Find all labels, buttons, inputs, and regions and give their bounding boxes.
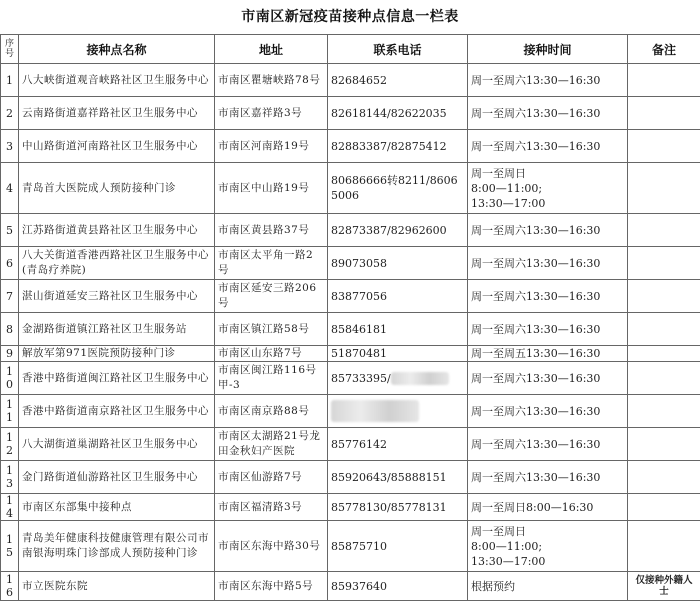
site-phone: 82618144/82622035 (328, 97, 468, 130)
site-note: 仅接种外籍人士 (628, 572, 700, 601)
table-row (1, 313, 700, 346)
site-hours: 周一至周六13:30—16:30 (468, 428, 628, 461)
header-time: 接种时间 (468, 35, 628, 64)
site-phone: 80686666转8211/86065006 (328, 163, 468, 214)
site-hours: 周一至周日8:00—16:30 (468, 494, 628, 521)
site-hours: 周一至周六13:30—16:30 (468, 313, 628, 346)
site-address: 市南区仙游路7号 (215, 461, 328, 494)
site-name: 香港中路街道南京路社区卫生服务中心 (19, 395, 215, 428)
site-phone: 85846181 (328, 313, 468, 346)
site-hours: 周一至周日 8:00—11:00; 13:30—17:00 (468, 521, 628, 572)
row-number: 5 (1, 214, 19, 247)
site-hours: 周一至周六13:30—16:30 (468, 97, 628, 130)
site-address: 市南区黄县路37号 (215, 214, 328, 247)
site-hours: 周一至周六13:30—16:30 (468, 395, 628, 428)
table-row (1, 494, 700, 521)
table-row (1, 346, 700, 362)
header-address: 地址 (215, 35, 328, 64)
site-phone: 85937640 (328, 572, 468, 601)
site-hours: 周一至周六13:30—16:30 (468, 461, 628, 494)
table-row (1, 163, 700, 214)
site-hours: 周一至周六13:30—16:30 (468, 362, 628, 395)
site-hours: 周一至周六13:30—16:30 (468, 64, 628, 97)
header-no: 序号 (1, 35, 19, 64)
site-name: 八大湖街道巢湖路社区卫生服务中心 (19, 428, 215, 461)
site-note (628, 395, 700, 428)
site-note (628, 362, 700, 395)
site-address: 市南区河南路19号 (215, 130, 328, 163)
site-hours: 周一至周六13:30—16:30 (468, 214, 628, 247)
site-name: 市南区东部集中接种点 (19, 494, 215, 521)
table-row (1, 395, 700, 428)
site-name: 金门路街道仙游路社区卫生服务中心 (19, 461, 215, 494)
site-note (628, 428, 700, 461)
header-name: 接种点名称 (19, 35, 215, 64)
row-number: 8 (1, 313, 19, 346)
table-row (1, 97, 700, 130)
site-name: 青岛美年健康科技健康管理有限公司市南银海明珠门诊部成人预防接种门诊 (19, 521, 215, 572)
site-address: 市南区瞿塘峡路78号 (215, 64, 328, 97)
site-note (628, 461, 700, 494)
row-number: 13 (1, 461, 19, 494)
row-number: 1 (1, 64, 19, 97)
row-number: 16 (1, 572, 19, 601)
table-row (1, 280, 700, 313)
site-name: 市立医院东院 (19, 572, 215, 601)
table-row (1, 572, 700, 601)
site-phone (328, 395, 468, 428)
site-address: 市南区福清路3号 (215, 494, 328, 521)
site-hours: 周一至周五13:30—16:30 (468, 346, 628, 362)
site-note (628, 346, 700, 362)
row-number: 6 (1, 247, 19, 280)
site-name: 江苏路街道黄县路社区卫生服务中心 (19, 214, 215, 247)
row-number: 14 (1, 494, 19, 521)
site-address: 市南区东海中路30号 (215, 521, 328, 572)
site-note (628, 130, 700, 163)
site-name: 金湖路街道镇江路社区卫生服务站 (19, 313, 215, 346)
table-row (1, 362, 700, 395)
site-address: 市南区闽江路116号甲-3 (215, 362, 328, 395)
row-number: 10 (1, 362, 19, 395)
site-phone: 51870481 (328, 346, 468, 362)
site-address: 市南区延安三路206号 (215, 280, 328, 313)
site-note (628, 494, 700, 521)
site-phone: 85733395/ (328, 362, 468, 395)
site-name: 湛山街道延安三路社区卫生服务中心 (19, 280, 215, 313)
row-number: 15 (1, 521, 19, 572)
table-row (1, 130, 700, 163)
site-note (628, 521, 700, 572)
row-number: 9 (1, 346, 19, 362)
site-note (628, 313, 700, 346)
site-phone: 83877056 (328, 280, 468, 313)
site-note (628, 280, 700, 313)
site-hours: 周一至周日 8:00—11:00; 13:30—17:00 (468, 163, 628, 214)
site-address: 市南区嘉祥路3号 (215, 97, 328, 130)
site-address: 市南区南京路88号 (215, 395, 328, 428)
vaccination-sites-table (0, 34, 700, 601)
row-number: 3 (1, 130, 19, 163)
site-phone: 89073058 (328, 247, 468, 280)
site-phone: 82883387/82875412 (328, 130, 468, 163)
row-number: 11 (1, 395, 19, 428)
table-header-row (1, 35, 700, 64)
site-phone: 85776142 (328, 428, 468, 461)
table-row (1, 64, 700, 97)
site-name: 香港中路街道闽江路社区卫生服务中心 (19, 362, 215, 395)
site-phone: 85778130/85778131 (328, 494, 468, 521)
row-number: 4 (1, 163, 19, 214)
site-phone: 85875710 (328, 521, 468, 572)
site-phone: 82684652 (328, 64, 468, 97)
site-hours: 周一至周六13:30—16:30 (468, 130, 628, 163)
site-name: 青岛首大医院成人预防接种门诊 (19, 163, 215, 214)
redacted-phone-blur (331, 400, 419, 422)
site-name: 中山路街道河南路社区卫生服务中心 (19, 130, 215, 163)
site-hours: 周一至周六13:30—16:30 (468, 280, 628, 313)
row-number: 2 (1, 97, 19, 130)
site-note (628, 163, 700, 214)
site-name: 云南路街道嘉祥路社区卫生服务中心 (19, 97, 215, 130)
row-number: 12 (1, 428, 19, 461)
site-name: 解放军第971医院预防接种门诊 (19, 346, 215, 362)
table-row (1, 428, 700, 461)
table-row (1, 214, 700, 247)
site-hours: 周一至周六13:30—16:30 (468, 247, 628, 280)
site-address: 市南区中山路19号 (215, 163, 328, 214)
page-title: 市南区新冠疫苗接种点信息一栏表 (241, 9, 459, 25)
site-address: 市南区山东路7号 (215, 346, 328, 362)
table-row (1, 461, 700, 494)
site-address: 市南区镇江路58号 (215, 313, 328, 346)
row-number: 7 (1, 280, 19, 313)
table-row (1, 247, 700, 280)
site-note (628, 247, 700, 280)
site-address: 市南区太湖路21号龙田金秋妇产医院 (215, 428, 328, 461)
site-note (628, 64, 700, 97)
table-row (1, 521, 700, 572)
redacted-phone-blur (391, 372, 449, 385)
site-address: 市南区太平角一路2号 (215, 247, 328, 280)
site-note (628, 97, 700, 130)
site-address: 市南区东海中路5号 (215, 572, 328, 601)
header-note: 备注 (628, 35, 700, 64)
header-phone: 联系电话 (328, 35, 468, 64)
site-name: 八大关街道香港西路社区卫生服务中心(青岛疗养院) (19, 247, 215, 280)
site-name: 八大峡街道观音峡路社区卫生服务中心 (19, 64, 215, 97)
site-note (628, 214, 700, 247)
site-phone: 82873387/82962600 (328, 214, 468, 247)
site-phone: 85920643/85888151 (328, 461, 468, 494)
site-hours: 根据预约 (468, 572, 628, 601)
